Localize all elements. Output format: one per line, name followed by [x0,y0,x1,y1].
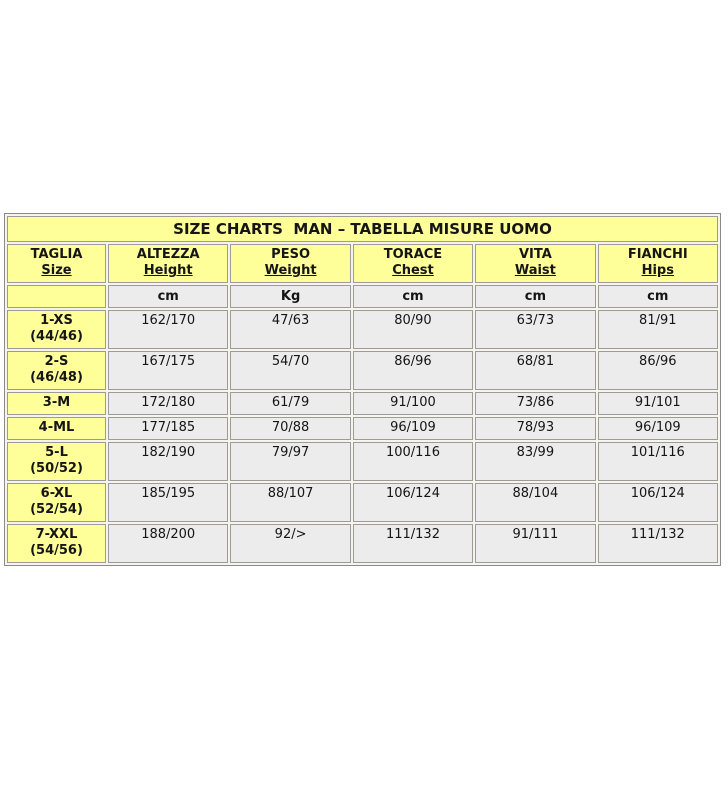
value-cell-height: 172/180 [108,392,228,415]
column-name: ALTEZZA [136,247,200,262]
value-cell-waist: 78/93 [475,417,595,440]
value-cell-weight: 79/97 [230,442,350,481]
table-row-3m [7,392,718,415]
size-cell [7,483,106,522]
size-label: 3-M [42,395,71,410]
size-cell [7,442,106,481]
value-cell-hips: 96/109 [598,417,718,440]
unit-cell-empty [7,285,106,308]
column-name: TAGLIA [30,247,83,262]
value-cell-chest: 91/100 [353,392,473,415]
value-cell-chest: 100/116 [353,442,473,481]
value-cell-height: 167/175 [108,351,228,390]
value-cell-hips: 101/116 [598,442,718,481]
column-subname: Waist [514,263,556,278]
table-row-4ml [7,417,718,440]
value-cell-height: 177/185 [108,417,228,440]
size-label: 2-S [44,354,69,369]
table-row-7xxl [7,524,718,563]
table-row-1xs [7,310,718,349]
table-row-6xl [7,483,718,522]
value-cell-weight: 54/70 [230,351,350,390]
size-cell [7,351,106,390]
size-sublabel: (50/52) [30,461,83,476]
value-cell-waist: 63/73 [475,310,595,349]
size-label: 6-XL [40,486,73,501]
value-cell-hips: 81/91 [598,310,718,349]
units-row [7,285,718,308]
value-cell-height: 182/190 [108,442,228,481]
column-header-fianchi [598,244,718,283]
table-row-5l [7,442,718,481]
column-subname: Weight [264,263,317,278]
value-cell-hips: 86/96 [598,351,718,390]
size-label: 5-L [45,445,68,460]
table-row-2s [7,351,718,390]
size-cell [7,310,106,349]
value-cell-chest: 80/90 [353,310,473,349]
title-row [7,216,718,242]
size-label: 4-ML [38,420,75,435]
value-cell-chest: 96/109 [353,417,473,440]
value-cell-waist: 68/81 [475,351,595,390]
size-label: 1-XS [40,313,73,328]
unit-cell-vita: cm [475,285,595,308]
unit-cell-fianchi: cm [598,285,718,308]
value-cell-weight: 70/88 [230,417,350,440]
header-row [7,244,718,283]
value-cell-weight: 92/> [230,524,350,563]
column-subname: Chest [392,263,434,278]
value-cell-chest: 111/132 [353,524,473,563]
value-cell-height: 162/170 [108,310,228,349]
unit-cell-torace: cm [353,285,473,308]
value-cell-waist: 83/99 [475,442,595,481]
column-name: TORACE [383,247,443,262]
value-cell-height: 185/195 [108,483,228,522]
column-header-altezza [108,244,228,283]
column-subname: Height [143,263,193,278]
size-cell [7,417,106,440]
column-name: VITA [518,247,552,262]
value-cell-hips: 106/124 [598,483,718,522]
size-sublabel: (46/48) [30,370,83,385]
value-cell-waist: 91/111 [475,524,595,563]
value-cell-weight: 47/63 [230,310,350,349]
column-header-peso [230,244,350,283]
value-cell-weight: 88/107 [230,483,350,522]
size-sublabel: (52/54) [30,502,83,517]
column-name: FIANCHI [627,247,688,262]
unit-cell-altezza: cm [108,285,228,308]
column-header-vita [475,244,595,283]
value-cell-hips: 91/101 [598,392,718,415]
column-name: PESO [271,247,310,262]
value-cell-waist: 88/104 [475,483,595,522]
value-cell-waist: 73/86 [475,392,595,415]
size-cell [7,392,106,415]
size-cell [7,524,106,563]
size-sublabel: (54/56) [30,543,83,558]
column-header-taglia [7,244,106,283]
value-cell-weight: 61/79 [230,392,350,415]
column-subname: Size [41,263,72,278]
size-chart [4,213,721,566]
value-cell-chest: 106/124 [353,483,473,522]
size-label: 7-XXL [35,527,78,542]
size-sublabel: (44/46) [30,329,83,344]
column-subname: Hips [641,263,674,278]
value-cell-chest: 86/96 [353,351,473,390]
column-header-torace [353,244,473,283]
unit-cell-peso: Kg [230,285,350,308]
value-cell-height: 188/200 [108,524,228,563]
value-cell-hips: 111/132 [598,524,718,563]
size-chart-table [4,213,721,566]
chart-title: SIZE CHARTS MAN – TABELLA MISURE UOMO [7,216,718,242]
